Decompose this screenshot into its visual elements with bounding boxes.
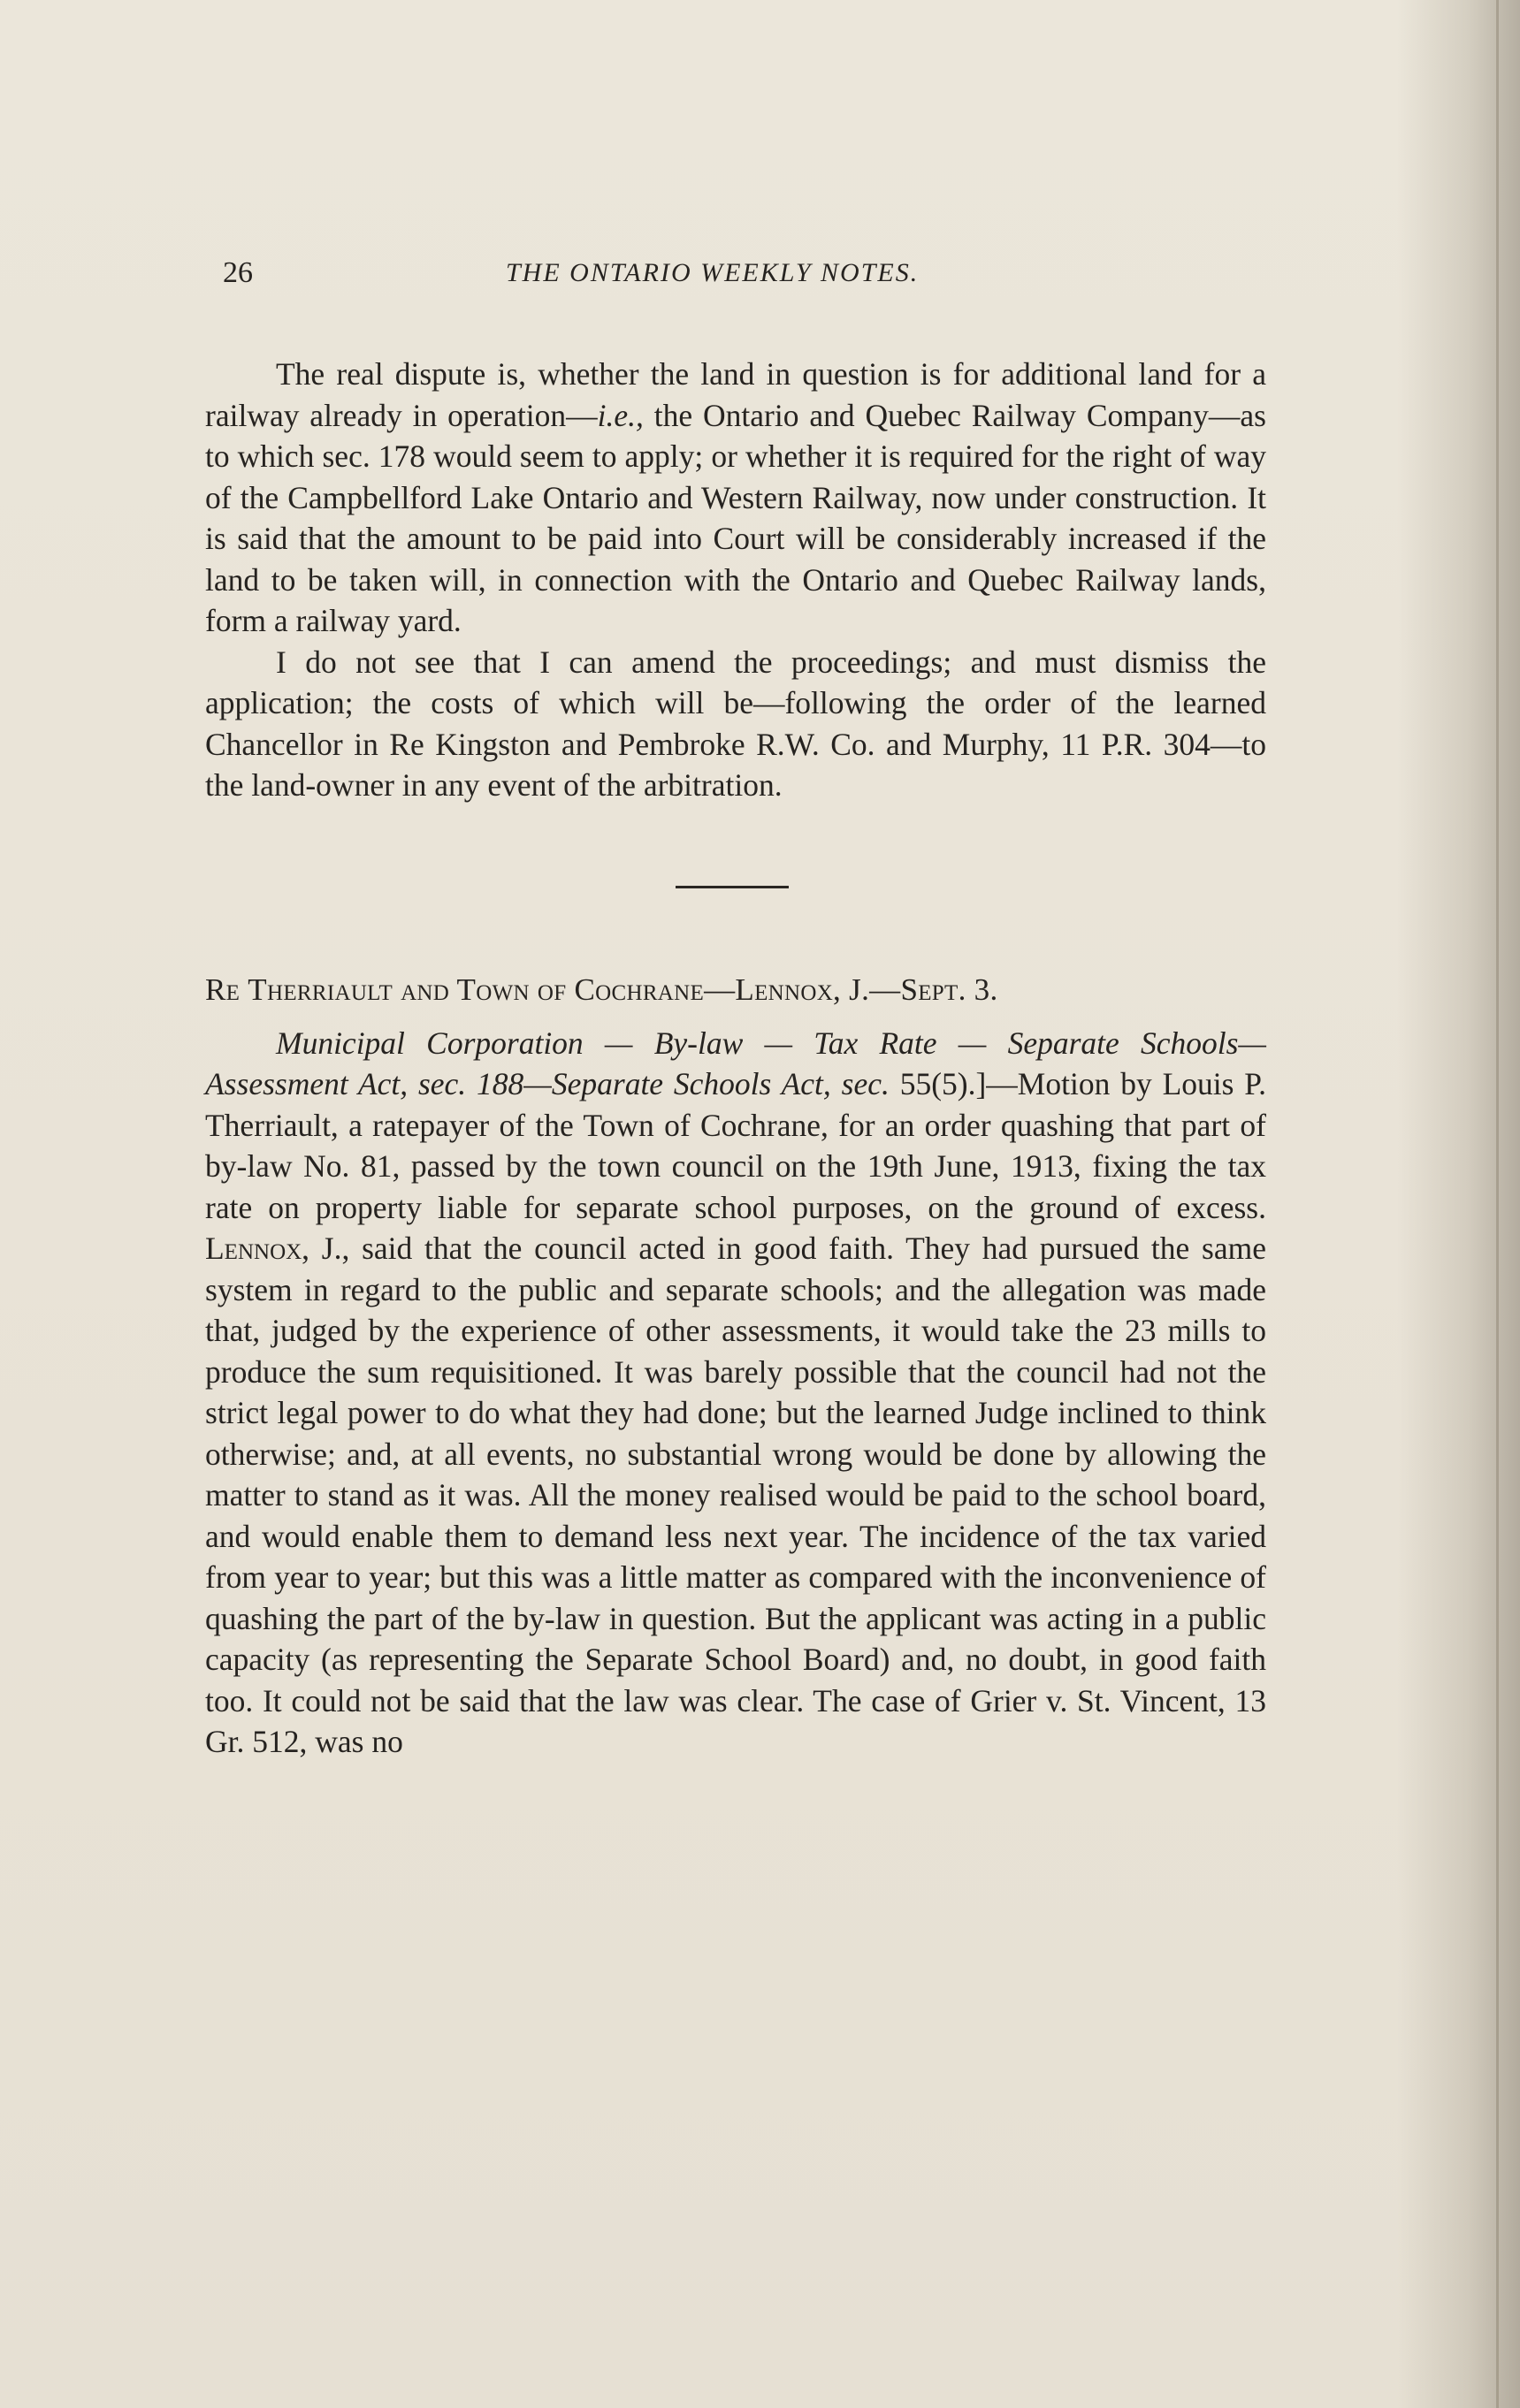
headnote-judge: Lennox, J. [205, 1231, 342, 1266]
headnote-body: , said that the council acted in good faith. They had pursued the same system in regard to the public and separate schools; and the allegation was made that, judged by the experience of other assessments, it would take the 23 mills to produce the sum requisitioned. It was barely possible that the council had not the strict legal power to do what they had done; but the learned Judge inclined to think otherwise; and, at all events, no substantial wrong would be done by allowing the matter to stand as it was. All the money realised would be paid to the school board, and would enable them to demand less next year. The incidence of the tax varied from year to year; but this was a little matter as compared with the inconvenience of quashing the part of the by-law in question. But the applicant was acting in a public capacity (as representing the Separate School Board) and, no doubt, in good faith too. It could not be said that the law was clear. The case of Grier v. St. Vincent, 13 Gr. 512, was no [205, 1231, 1266, 1759]
headnote-motion: 55(5).]—Motion by Louis P. Therriault, a ratepayer of the Town of Cochrane, for an order quashing that part of by-law No. 81, passed by the town council on the 19th June, 1913, fixing the tax rate on property liable for separate school purposes, on the ground of excess. [205, 1066, 1266, 1225]
case-heading-date: Sept. 3. [900, 972, 998, 1007]
page-content [205, 248, 1266, 1763]
section-divider [676, 886, 789, 888]
page-number: 26 [223, 256, 253, 289]
case-heading-dash-1: — [704, 972, 736, 1007]
case-heading-judge: Lennox, J. [735, 972, 870, 1007]
paragraph-dispute-ie: i.e., [597, 397, 644, 433]
headnote-catchwords: Municipal Corporation — By-law — Tax Rate — Separate Schools—Assessment Act, sec. 188—Separate Schools Act, sec. [205, 1025, 1266, 1101]
page-edge [1496, 0, 1499, 2408]
paragraph-dismissal: I do not see that I can amend the proceedings; and must dismiss the application; the costs of which will be—following the order of the learned Chancellor in Re Kingston and Pembroke R.W. Co. and Murphy, 11 P.R. 304—to the land-owner in any event of the arbitration. [205, 644, 1266, 803]
running-title: THE ONTARIO WEEKLY NOTES. [506, 258, 920, 287]
case-heading-re: Re [205, 972, 241, 1007]
paragraph-dispute [205, 354, 1266, 642]
case-heading [205, 970, 1266, 1010]
case-heading-dash-2: — [869, 972, 901, 1007]
case-heading-parties: Therriault and Town of Cochrane [248, 972, 705, 1007]
paragraph-dispute-part-b: the Ontario and Quebec Railway Company—as to which sec. 178 would seem to apply; or whether it is required for the right of way of the Campbellford Lake Ontario and Western Railway, now under construction. It is said that the amount to be paid into Court will be considerably increased if the land to be taken will, in connection with the Ontario and Quebec Railway lands, form a railway yard. [205, 397, 1266, 638]
paragraph-dispute-part-a: The real dispute is, whether the land in question is for additional land for a railway already in operation— [205, 356, 1266, 433]
running-head [205, 248, 1266, 301]
headnote-paragraph [205, 1023, 1266, 1763]
